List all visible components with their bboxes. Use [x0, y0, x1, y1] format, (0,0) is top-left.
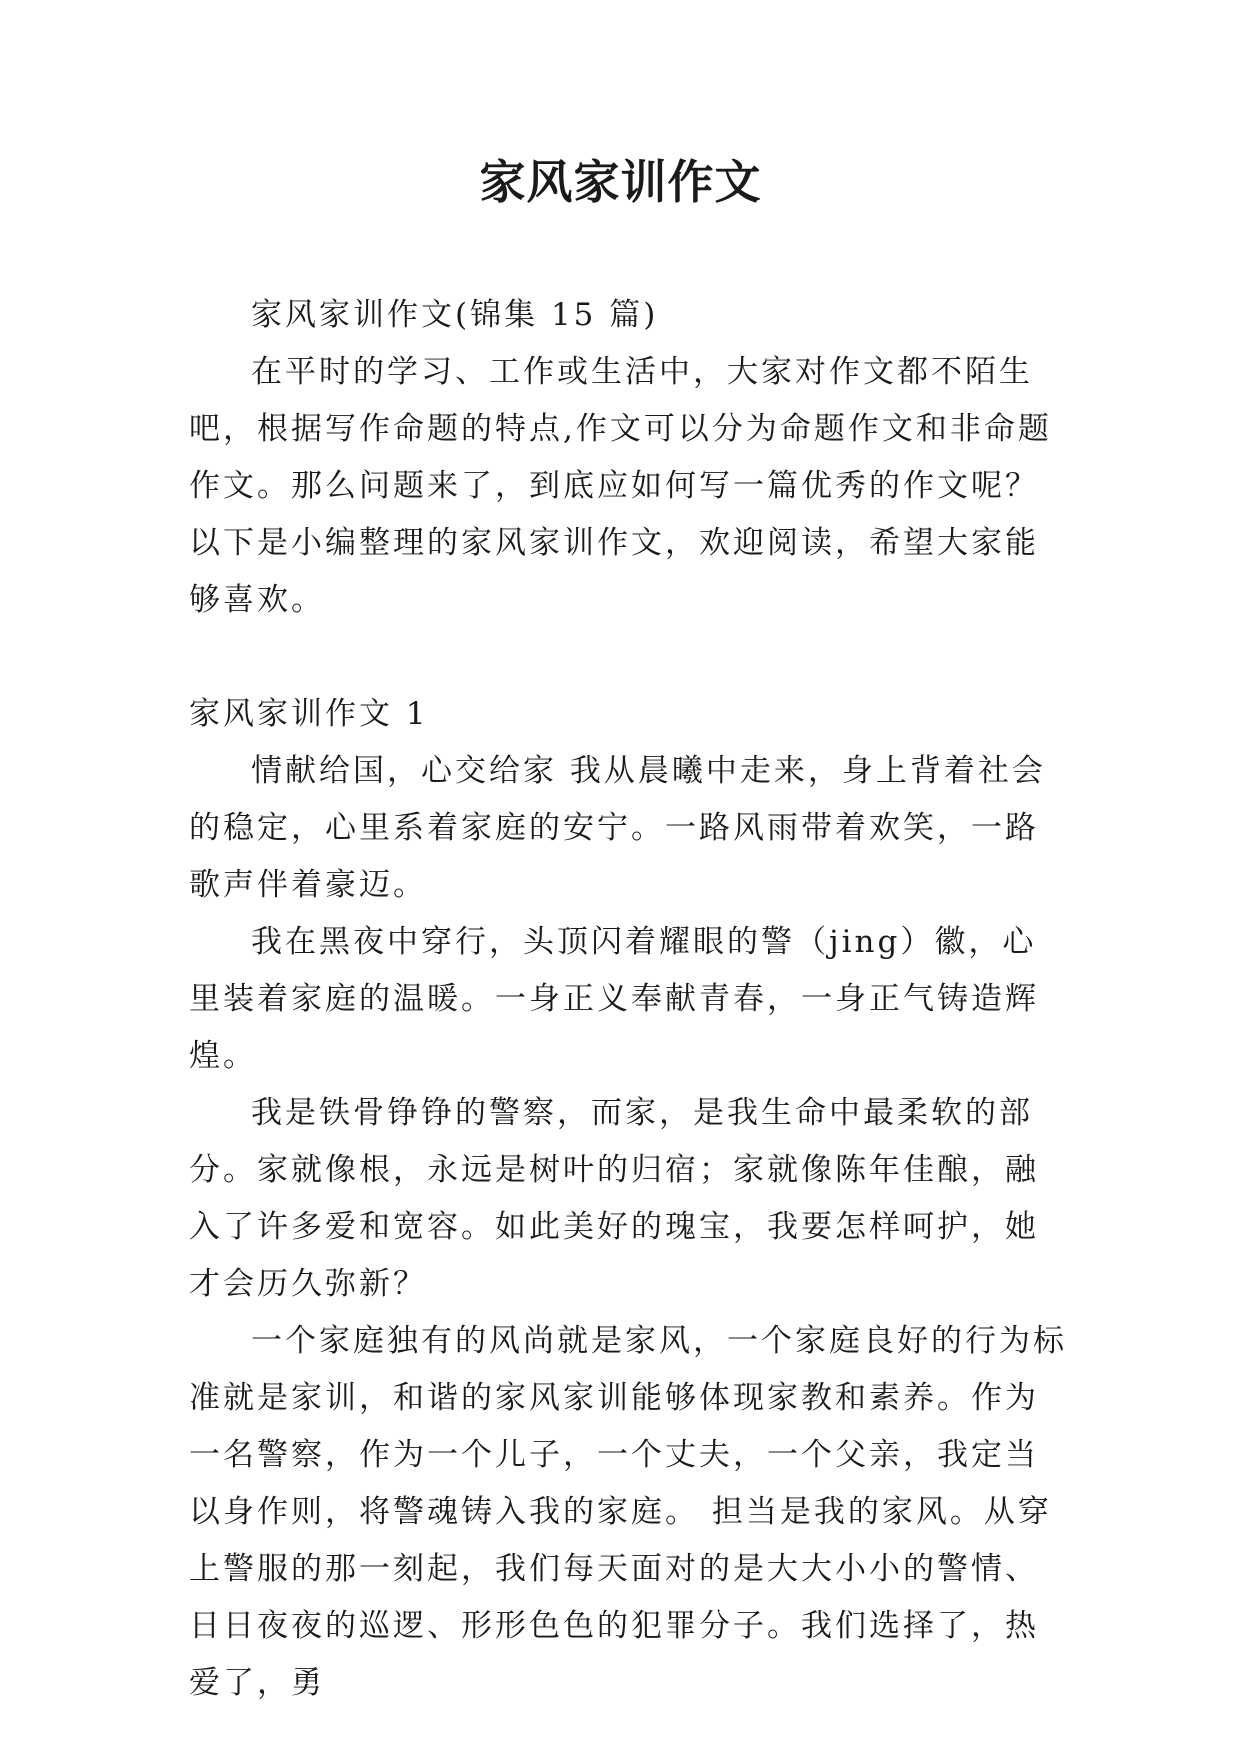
intro-paragraph: 在平时的学习、工作或生活中，大家对作文都不陌生吧，根据写作命题的特点,作文可以分为命题作文和非命题作文。那么问题来了，到底应如何写一篇优秀的作文呢？以下是小编整理的家风家训作文，欢迎阅读，希望大家能够喜欢。	[189, 354, 1052, 618]
body-paragraph-2: 我在黑夜中穿行，头顶闪着耀眼的警（jing）徽，心里装着家庭的温暖。一身正义奉献青春，一身正气铸造辉煌。	[189, 924, 1039, 1074]
document-title: 家风家训作文	[479, 155, 762, 209]
body-paragraph-3: 我是铁骨铮铮的警察，而家，是我生命中最柔软的部分。家就像根，永远是树叶的归宿；家就像陈年佳酿，融入了许多爱和宽容。如此美好的瑰宝，我要怎样呵护，她才会历久弥新？	[189, 1095, 1039, 1302]
document-body	[189, 287, 1069, 1712]
body-paragraph-1: 情献给国，心交给家 我从晨曦中走来，身上背着社会的稳定，心里系着家庭的安宁。一路风雨带着欢笑，一路歌声伴着豪迈。	[189, 753, 1046, 903]
document-subtitle: 家风家训作文(锦集 15 篇)	[251, 297, 659, 333]
section-heading: 家风家训作文 1	[189, 696, 429, 732]
body-paragraph-4: 一个家庭独有的风尚就是家风，一个家庭良好的行为标准就是家训，和谐的家风家训能够体现家教和素养。作为一名警察，作为一个儿子，一个丈夫，一个父亲，我定当以身作则，将警魂铸入我的家庭。 担当是我的家风。从穿上警服的那一刻起，我们每天面对的是大大小小的警情、日日夜夜的巡逻、形形色色的犯罪分子。我们选择了，热爱了，勇	[189, 1323, 1067, 1701]
